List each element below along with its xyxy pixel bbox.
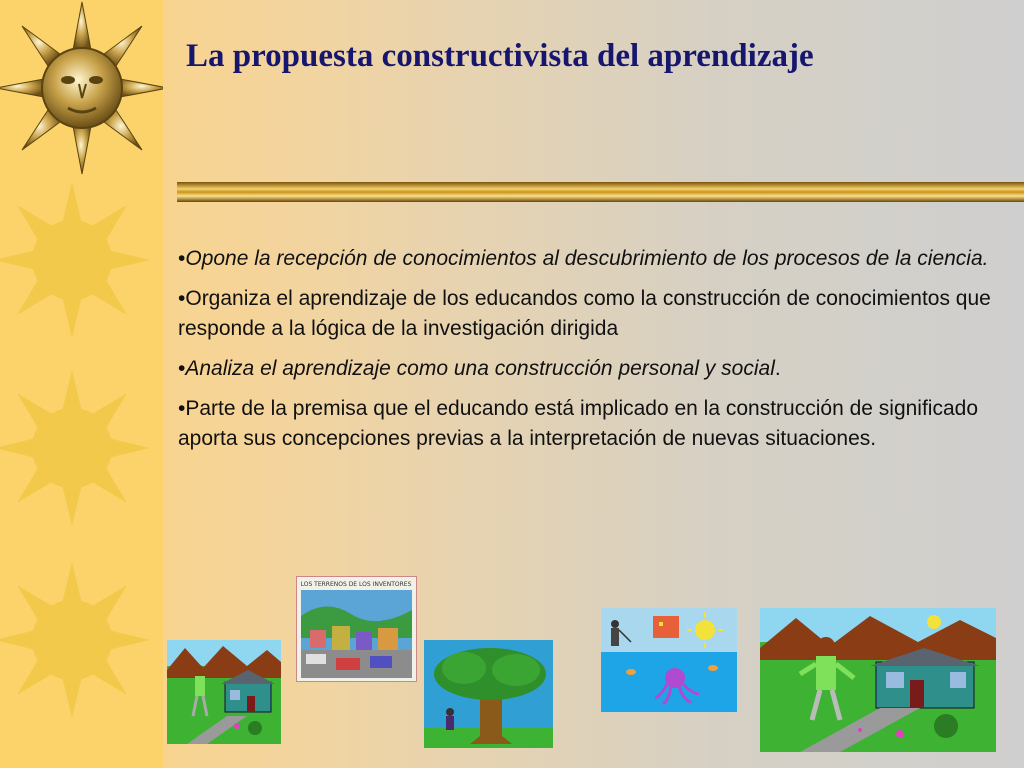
sun-medallion-icon <box>0 2 163 174</box>
drawing-boy-house-large <box>760 608 996 752</box>
bullet-text: Analiza el aprendizaje como una construcción personal y social <box>185 357 775 380</box>
gold-divider <box>177 182 1024 202</box>
sun-column <box>0 0 163 768</box>
drawing-tree <box>424 640 553 748</box>
drawing-sea-octopus <box>601 608 737 712</box>
sun-icon <box>0 562 150 718</box>
bullet-item-3 <box>178 354 1008 384</box>
bullet-text: Parte de la premisa que el educando está implicado en la construcción de significado aporta sus concepciones previas a la interpretación de nuevas situaciones. <box>178 397 979 450</box>
bullet-marker: • <box>178 397 186 420</box>
bullet-marker: • <box>178 357 186 380</box>
bullet-item-1 <box>178 244 1008 274</box>
bullet-marker: • <box>178 287 186 310</box>
drawing-caption: LOS TERRENOS DE LOS INVENTORES <box>300 581 412 588</box>
drawing-boy-house-small <box>167 640 281 744</box>
bullet-item-2 <box>178 284 1008 344</box>
bullet-list <box>178 244 1008 464</box>
slide-title: La propuesta constructivista del aprendizaje <box>186 38 814 74</box>
bullet-tail: . <box>774 357 781 380</box>
bullet-text: Organiza el aprendizaje de los educandos como la construcción de conocimientos que responde a la lógica de la investigación dirigida <box>178 287 991 340</box>
drawing-town <box>296 576 417 682</box>
bullet-marker: • <box>178 247 186 270</box>
sun-icon <box>0 182 150 338</box>
bullet-item-4 <box>178 394 1008 454</box>
sun-icon <box>0 370 150 526</box>
bullet-text: Opone la recepción de conocimientos al descubrimiento de los procesos de la ciencia. <box>185 247 989 270</box>
decorative-sidebar <box>0 0 163 768</box>
